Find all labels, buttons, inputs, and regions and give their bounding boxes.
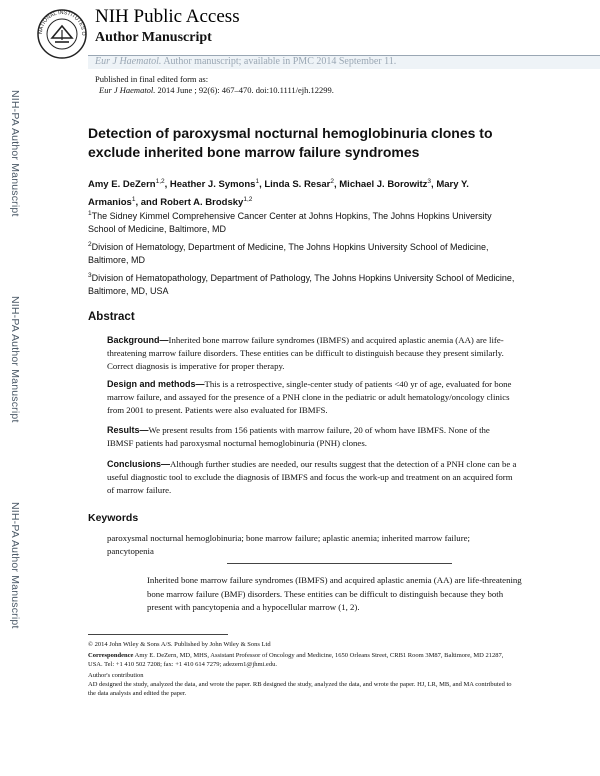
abstract-heading: Abstract	[88, 311, 135, 323]
author: Michael J. Borowitz$^3$,	[339, 178, 437, 191]
side-label-top: NIH-PA Author Manuscript	[9, 89, 21, 217]
keywords-text: paroxysmal nocturnal hemoglobinuria; bone marrow failure; aplastic anemia; inherited marrow failure; pancytopenia	[107, 533, 470, 556]
author-list	[88, 174, 518, 210]
affiliation: $^1$The Sidney Kimmel Comprehensive Cancer Center at Johns Hopkins, The Johns Hopkins University School of Medicine, Baltimore, MD	[88, 210, 492, 234]
author: Robert A. Brodsky$^{1,2}$	[160, 196, 253, 209]
published-line: Published in final edited form as:	[95, 74, 209, 84]
author: Heather J. Symons$^1$,	[169, 178, 265, 191]
abstract-background: Background—Inherited bone marrow failure syndromes (IBMFS) and acquired aplastic anemia (AA) are life-threatening marrow failure disorders. These entities can be difficult to distinguish because they present similarly. Correct diagnosis is imperative for proper therapy.	[107, 335, 504, 371]
side-label-bottom: NIH-PA Author Manuscript	[9, 501, 21, 629]
copyright-note: © 2014 John Wiley & Sons A/S. Published by John Wiley & Sons Ltd	[88, 641, 271, 648]
abstract-conclusions: Conclusions—Although further studies are needed, our results suggest that the detection of a PNH clone can be a useful diagnostic tool to exclude the diagnosis of IBMFS and focus the work-up and treatment on an acquired form of marrow failure.	[107, 459, 517, 495]
abstract-methods: Design and methods—This is a retrospective, single-center study of patients <40 yr of age, evaluated for bone marrow failure, and assayed for the presence of a PNH clone in the pediatric or adult hematology/oncology clinics from 2001 to present. Patients were also evaluated for IBMFS.	[107, 379, 512, 415]
section-divider	[227, 563, 452, 564]
author: Mary Y. Armanios$^1$, and	[88, 179, 469, 209]
contribution-label: Author's contribution	[88, 672, 144, 679]
side-label-middle: NIH-PA Author Manuscript	[9, 295, 21, 423]
author: Linda S. Resar$^2$,	[264, 178, 340, 191]
abstract-results: Results—We present results from 156 patients with marrow failure, 20 of whom have IBMFS. None of the IBMSF patients had paroxysmal nocturnal hemoglobinuria (PNH) clones.	[107, 425, 490, 448]
citation: Eur J Haematol. 2014 June ; 92(6): 467–470. doi:10.1111/ejh.12299.	[99, 85, 334, 95]
affiliation: $^2$Division of Hematology, Department of Medicine, The Johns Hopkins University School of Medicine, Baltimore, MD	[88, 241, 489, 265]
author: Amy E. DeZern$^{1,2}$,	[88, 178, 170, 191]
correspondence-note: Correspondence Amy E. DeZern, MD, MHS, Assistant Professor of Oncology and Medicine, 1650 Orleans Street, CRB1 Room 3M87, Baltimore, MD 21287, USA. Tel: +1 410 502 7208; fax: +1 410 614 7279; adezern1@jhmi.edu.	[88, 652, 504, 668]
nih-seal-logo	[36, 8, 88, 60]
svg-text:NATIONAL INSTITUTES OF HEALTH: NATIONAL INSTITUTES O	[37, 9, 87, 36]
author-manuscript-label: Author Manuscript	[95, 30, 212, 45]
keywords-heading: Keywords	[88, 512, 139, 524]
contribution-note: AD designed the study, analyzed the data, and wrote the paper. RB designed the study, analyzed the data, and wrote the paper. HJ, LR, MB, and MA contributed to the data analysis and edited the paper.	[88, 681, 512, 697]
affiliation: $^3$Division of Hematopathology, Department of Pathology, The Johns Hopkins University School of Medicine, Baltimore, MD, USA	[88, 272, 515, 296]
paper-title: Detection of paroxysmal nocturnal hemoglobinuria clones to exclude inherited bone marrow failure syndromes	[88, 125, 493, 160]
intro-paragraph: Inherited bone marrow failure syndromes (IBMFS) and acquired aplastic anemia (AA) are life-threatening bone marrow failure (BMF) disorders. These entities can be difficult to distinguish because they both present with pancytopenia and a hypocellular marrow (1, 2).	[147, 575, 522, 612]
availability-note: Eur J Haematol. Author manuscript; available in PMC 2014 September 11.	[95, 56, 397, 67]
nih-public-access-title: NIH Public Access	[95, 6, 240, 27]
footnote-rule	[88, 634, 228, 635]
